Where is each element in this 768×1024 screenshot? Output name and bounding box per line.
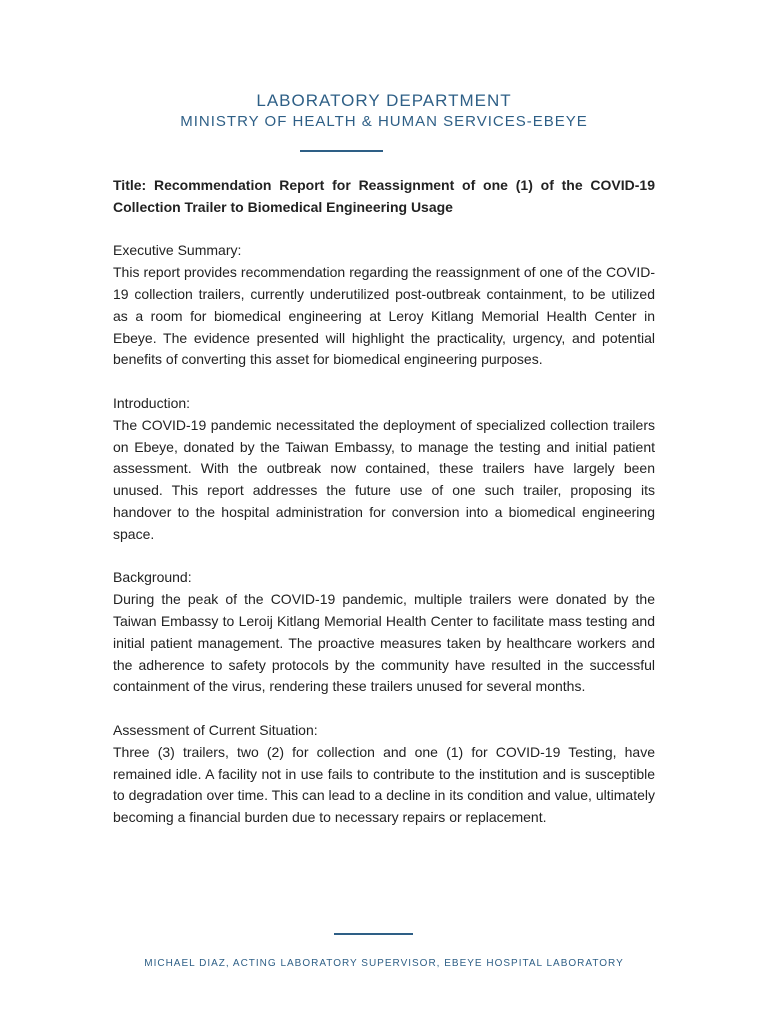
section-text: This report provides recommendation regarding the reassignment of one of the COVID-19 collection trailers, currently underutilized post-outbreak containment, to be utilized as a room for biomedical engineering at Leroy Kitlang Memorial Health Center in Ebeye. The evidence presented will highlight the practicality, urgency, and potential benefits of converting this asset for biomedical engineering purposes. bbox=[113, 264, 655, 368]
ministry-name: MINISTRY OF HEALTH & HUMAN SERVICES-EBEYE bbox=[180, 113, 588, 130]
section-assessment bbox=[113, 720, 655, 829]
section-executive-summary bbox=[113, 240, 655, 371]
section-background bbox=[113, 567, 655, 698]
section-heading: Executive Summary: bbox=[113, 242, 242, 259]
header-divider bbox=[300, 150, 383, 152]
section-text: The COVID-19 pandemic necessitated the deployment of specialized collection trailers on Ebeye, donated by the Taiwan Embassy, to manage the testing and initial patient assessment. With the outbreak now contained, these trailers have largely been unused. This report addresses the future use of one such trailer, proposing its handover to the hospital administration for conversion into a biomedical engineering space. bbox=[113, 416, 655, 542]
section-heading: Assessment of Current Situation: bbox=[113, 721, 318, 738]
section-introduction bbox=[113, 393, 655, 546]
section-text: Three (3) trailers, two (2) for collection and one (1) for COVID-19 Testing, have remained idle. A facility not in use fails to contribute to the institution and is susceptible to degradation over time. This can lead to a decline in its condition and value, ultimately becoming a financial burden due to necessary repairs or replacement. bbox=[113, 743, 655, 826]
section-text: During the peak of the COVID-19 pandemic, multiple trailers were donated by the Taiwan Embassy to Leroij Kitlang Memorial Health Center to facilitate mass testing and initial patient management. The proactive measures taken by healthcare workers and the adherence to safety protocols by the community have resulted in the successful containment of the virus, rendering these trailers unused for several months. bbox=[113, 591, 655, 695]
report-body bbox=[113, 175, 655, 829]
footer-signature: MICHAEL DIAZ, ACTING LABORATORY SUPERVISOR, EBEYE HOSPITAL LABORATORY bbox=[144, 958, 624, 969]
department-name: LABORATORY DEPARTMENT bbox=[256, 91, 512, 110]
section-heading: Introduction: bbox=[113, 394, 191, 411]
letterhead bbox=[0, 90, 768, 132]
report-title: Title: Recommendation Report for Reassignment of one (1) of the COVID-19 Collection Trailer to Biomedical Engineering Usage bbox=[113, 177, 655, 215]
footer-divider bbox=[334, 933, 413, 935]
section-heading: Background: bbox=[113, 569, 192, 586]
